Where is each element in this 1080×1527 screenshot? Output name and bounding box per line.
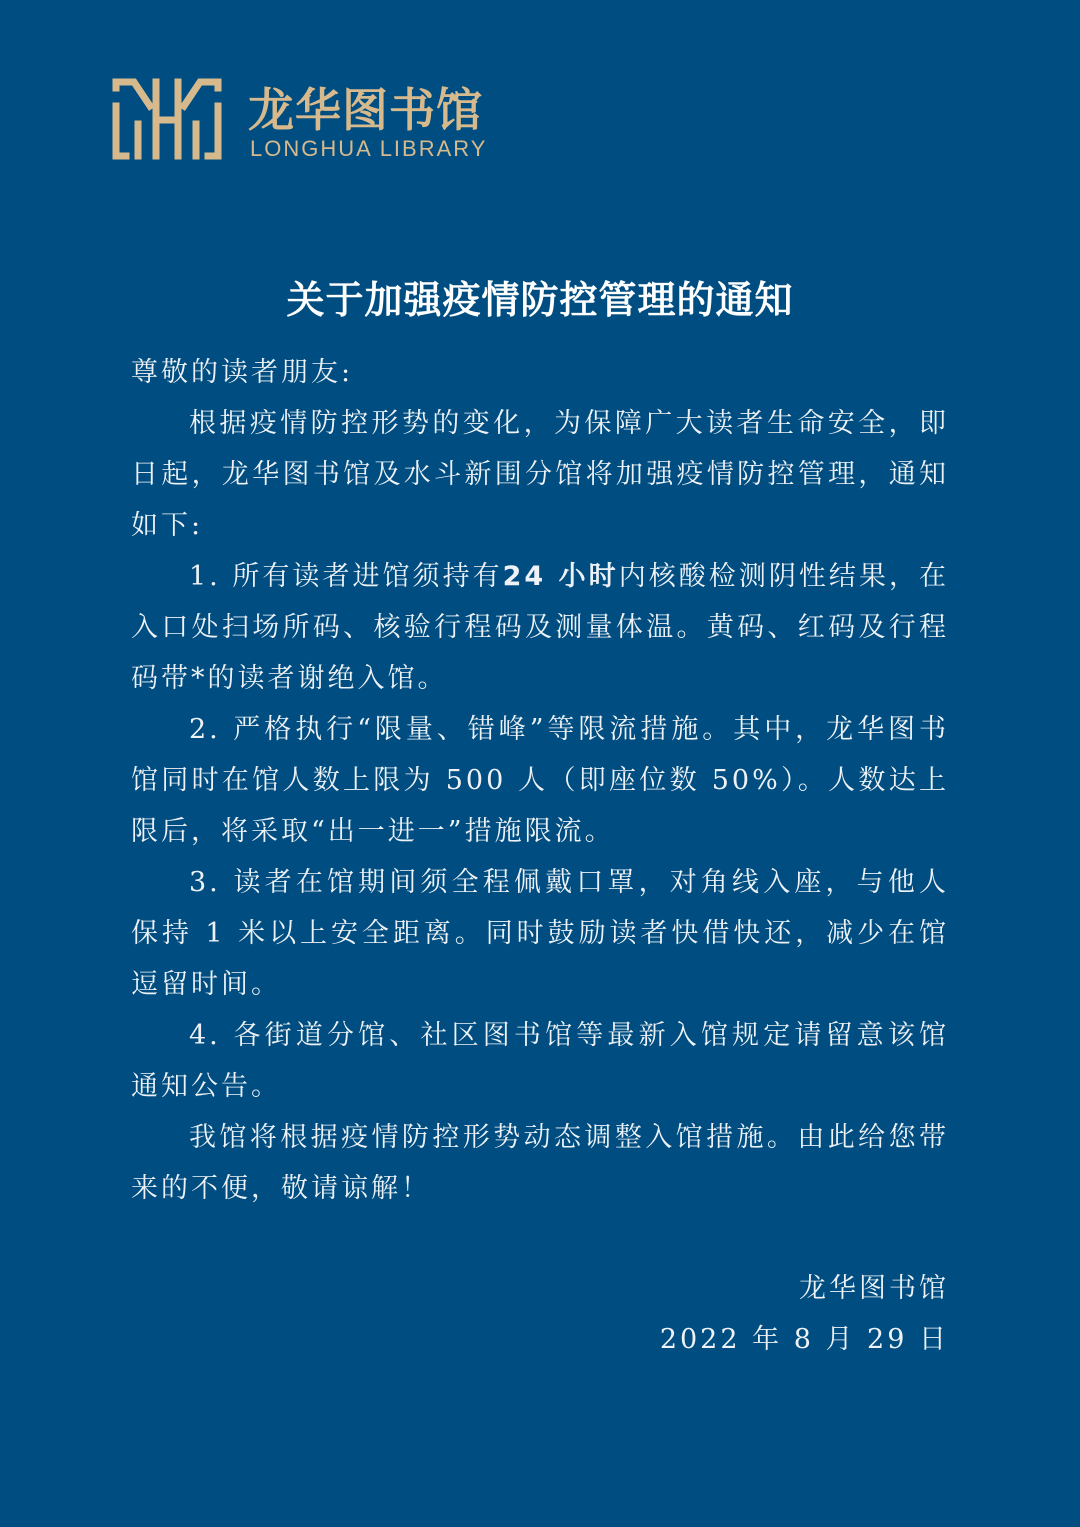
signature-date: 2022 年 8 月 29 日 [659,1324,949,1355]
item-1-bold: 24 小时 [502,561,619,592]
item-4: 4. 各街道分馆、社区图书馆等最新入馆规定请留意该馆通知公告。 [131,1020,949,1102]
item-3: 3. 读者在馆期间须全程佩戴口罩，对角线入座，与他人保持 1 米以上安全距离。同时鼓励读者快借快还，减少在馆逗留时间。 [131,867,949,1000]
logo-name-cn: 龙华图书馆 [248,83,483,137]
signature-org: 龙华图书馆 [799,1273,949,1304]
logo-name-en: LONGHUA LIBRARY [250,136,488,161]
notice-body [131,347,949,1214]
library-logo-icon [108,76,226,162]
item-1 [131,551,949,704]
item-1-text-b: 内核酸检测阴性结果，在入口处扫场所码、核验行程码及测量体温。黄码、红码及行程码带*的读者谢绝入馆。 [131,561,949,694]
item-1-text-a: 1. 所有读者进馆须持有 [189,561,503,592]
closing-paragraph: 我馆将根据疫情防控形势动态调整入馆措施。由此给您带来的不便，敬请谅解！ [131,1122,949,1204]
intro-paragraph: 根据疫情防控形势的变化，为保障广大读者生命安全，即日起，龙华图书馆及水斗新围分馆将加强疫情防控管理，通知如下: [131,408,949,541]
item-2: 2. 严格执行“限量、错峰”等限流措施。其中，龙华图书馆同时在馆人数上限为 500 人（即座位数 50%）。人数达上限后，将采取“出一进一”措施限流。 [131,714,949,847]
notice-title: 关于加强疫情防控管理的通知 [286,277,794,323]
header [108,76,508,166]
salutation: 尊敬的读者朋友: [131,357,354,388]
signature-block [660,1263,949,1365]
